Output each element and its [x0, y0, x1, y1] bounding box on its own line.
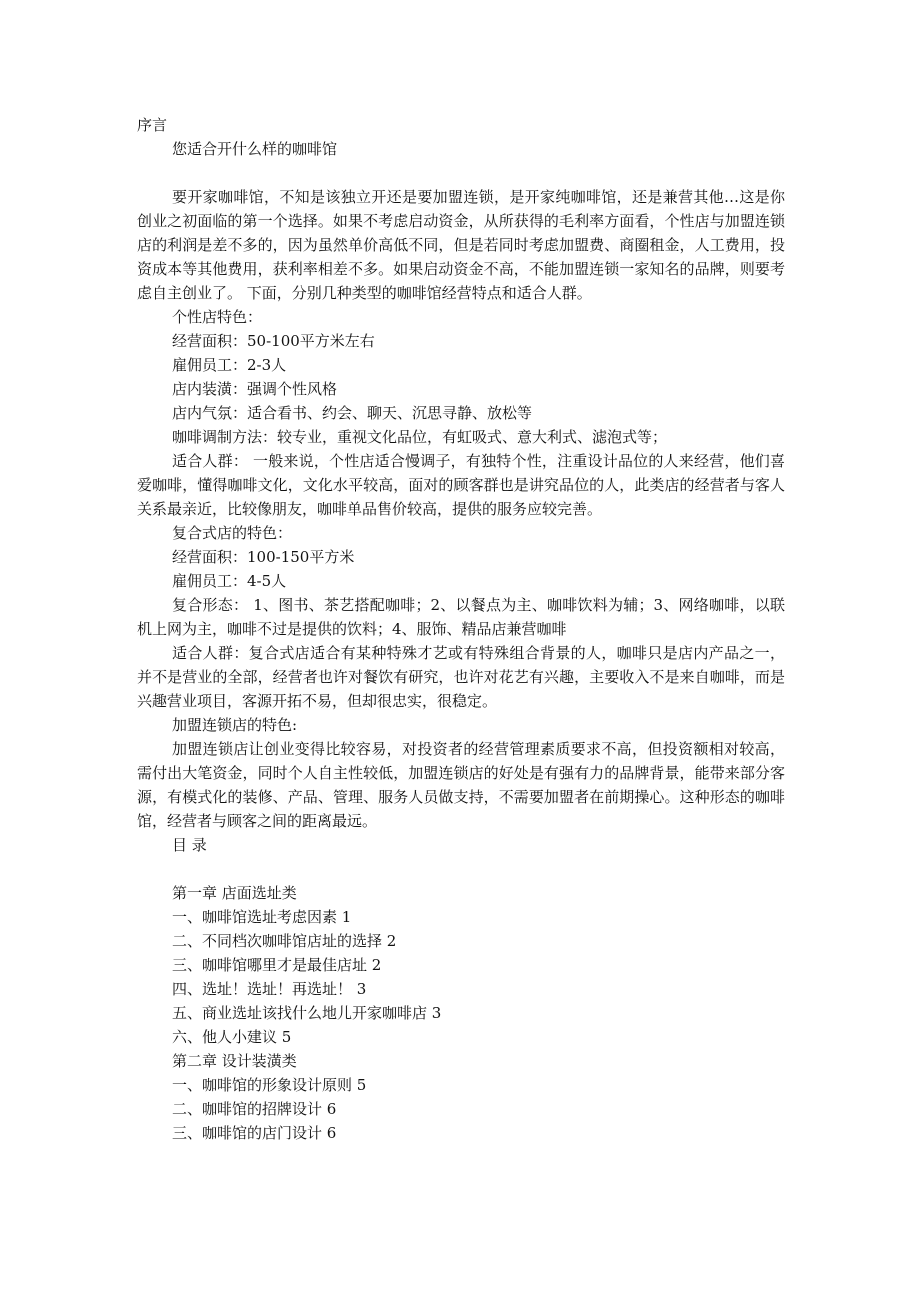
toc-title: 目 录	[172, 836, 207, 854]
boutique-staff: 雇佣员工：2-3人	[172, 356, 287, 374]
document-subtitle: 您适合开什么样的咖啡馆	[172, 140, 338, 158]
toc-entry: 三、咖啡馆的店门设计 6	[172, 1124, 337, 1142]
toc-entry: 五、商业选址该找什么地儿开家咖啡店 3	[172, 1004, 442, 1022]
preface-label: 序言	[137, 116, 168, 134]
boutique-area: 经营面积：50-100平方米左右	[172, 332, 375, 350]
toc-entry: 一、咖啡馆的形象设计原则 5	[172, 1076, 367, 1094]
document-page	[137, 113, 785, 1145]
toc-entry: 六、他人小建议 5	[172, 1028, 292, 1046]
composite-heading: 复合式店的特色：	[172, 524, 293, 542]
blank-line	[137, 161, 785, 185]
franchise-body: 加盟连锁店让创业变得比较容易，对投资者的经营管理素质要求不高，但投资额相对较高，需付出大笔资金，同时个人自主性较低，加盟连锁店的好处是有强有力的品牌背景，能带来部分客源，有模式化的装修、产品、管理、服务人员做支持，不需要加盟者在前期操心。这种形态的咖啡馆，经营者与顾客之间的距离最远。	[137, 740, 785, 830]
table-of-contents	[137, 881, 785, 1145]
composite-staff: 雇佣员工：4-5人	[172, 572, 287, 590]
toc-entry: 二、不同档次咖啡馆店址的选择 2	[172, 932, 397, 950]
composite-audience: 适合人群：复合式店适合有某种特殊才艺或有特殊组合背景的人，咖啡只是店内产品之一，并不是营业的全部，经营者也许对餐饮有研究，也许对花艺有兴趣，主要收入不是来自咖啡，而是兴趣营业项目，客源开拓不易，但却很忠实，很稳定。	[137, 644, 785, 710]
blank-line	[137, 857, 785, 881]
toc-entry: 四、选址！选址！再选址！ 3	[172, 980, 367, 998]
toc-entry: 第二章 设计装潢类	[172, 1052, 297, 1070]
franchise-heading: 加盟连锁店的特色:	[172, 716, 298, 734]
toc-entry: 第一章 店面选址类	[172, 884, 297, 902]
boutique-brewing: 咖啡调制方法：较专业，重视文化品位，有虹吸式、意大利式、滤泡式等；	[172, 428, 668, 446]
boutique-heading: 个性店特色：	[172, 308, 263, 326]
composite-forms: 复合形态： 1、图书、茶艺搭配咖啡；2、以餐点为主、咖啡饮料为辅；3、网络咖啡，以联机上网为主，咖啡不过是提供的饮料；4、服饰、精品店兼营咖啡	[137, 596, 785, 638]
composite-area: 经营面积：100-150平方米	[172, 548, 355, 566]
toc-entry: 一、咖啡馆选址考虑因素 1	[172, 908, 352, 926]
boutique-decor: 店内装潢：强调个性风格	[172, 380, 338, 398]
boutique-audience: 适合人群： 一般来说，个性店适合慢调子，有独特个性，注重设计品位的人来经营，他们喜爱咖啡，懂得咖啡文化，文化水平较高，面对的顾客群也是讲究品位的人，此类店的经营者与客人关系最亲近，比较像朋友，咖啡单品售价较高，提供的服务应较完善。	[137, 452, 785, 518]
toc-entry: 二、咖啡馆的招牌设计 6	[172, 1100, 337, 1118]
toc-entry: 三、咖啡馆哪里才是最佳店址 2	[172, 956, 382, 974]
boutique-atmosphere: 店内气氛：适合看书、约会、聊天、沉思寻静、放松等	[172, 404, 533, 422]
intro-paragraph: 要开家咖啡馆，不知是该独立开还是要加盟连锁，是开家纯咖啡馆，还是兼营其他…这是你创业之初面临的第一个选择。如果不考虑启动资金，从所获得的毛利率方面看，个性店与加盟连锁店的利润是差不多的，因为虽然单价高低不同，但是若同时考虑加盟费、商圈租金，人工费用，投资成本等其他费用，获利率相差不多。如果启动资金不高，不能加盟连锁一家知名的品牌，则要考虑自主创业了。 下面，分别几种类型的咖啡馆经营特点和适合人群。	[137, 188, 785, 302]
